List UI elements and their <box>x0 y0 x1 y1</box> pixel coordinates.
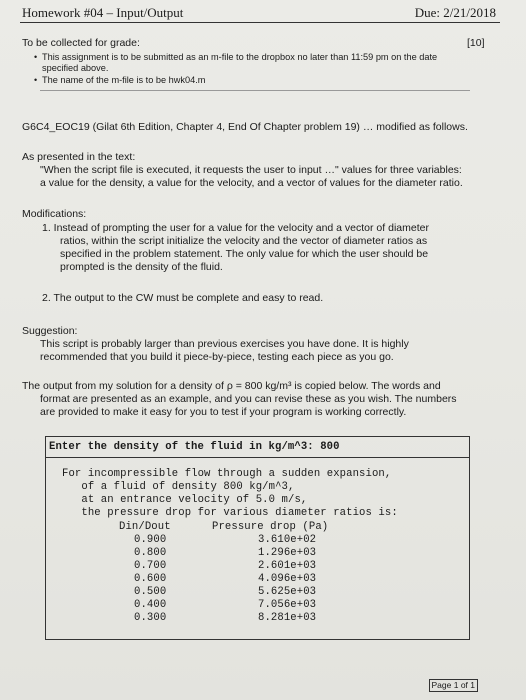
grading-points: [10] <box>467 37 485 49</box>
ratio-value: 0.300 <box>134 612 167 624</box>
page-number: Page 1 of 1 <box>429 679 478 692</box>
problem-reference: G6C4_EOC19 (Gilat 6th Edition, Chapter 4, End Of Chapter problem 19) … modified as follows. <box>22 121 468 133</box>
pressure-value: 5.625e+03 <box>258 586 317 598</box>
presented-line-2: a value for the density, a value for the velocity, and a vector of values for the diameter ratio. <box>40 177 463 189</box>
modification-1-line-1: 1. Instead of prompting the user for a value for the velocity and a vector of diameter <box>42 222 429 234</box>
column-header-ratio: Din/Dout <box>119 521 171 533</box>
due-date: Due: 2/21/2018 <box>414 5 496 20</box>
output-intro-line-3: are provided to make it easy for you to test if your program is working correctly. <box>40 406 407 418</box>
command-window-output <box>45 436 470 640</box>
grading-label: To be collected for grade: <box>22 37 140 49</box>
section-divider <box>40 90 470 91</box>
presented-line-1: "When the script file is executed, it requests the user to input …" values for three variables: <box>40 164 462 176</box>
pressure-value: 3.610e+02 <box>258 534 317 546</box>
suggestion-line-1: This script is probably larger than previous exercises you have done. It is highly <box>40 338 409 350</box>
ratio-value: 0.900 <box>134 534 167 546</box>
suggestion-line-2: recommended that you build it piece-by-piece, testing each piece as you go. <box>40 351 394 363</box>
modification-1-line-2: ratios, within the script initialize the velocity and the vector of diameter ratios as <box>60 235 428 247</box>
modification-2: 2. The output to the CW must be complete and easy to read. <box>42 292 324 304</box>
bullet-icon: • <box>34 52 38 62</box>
pressure-value: 2.601e+03 <box>258 560 317 572</box>
bullet-icon: • <box>34 75 38 85</box>
modifications-heading: Modifications: <box>22 208 87 220</box>
page-header <box>20 4 500 23</box>
ratio-value: 0.600 <box>134 573 167 585</box>
ratio-value: 0.400 <box>134 599 167 611</box>
grading-bullet-1-line-1: This assignment is to be submitted as an m-file to the dropbox no later than 11:59 pm on the date <box>42 52 438 62</box>
pressure-value: 4.096e+03 <box>258 573 317 585</box>
console-line: of a fluid of density 800 kg/m^3, <box>62 481 295 493</box>
pressure-value: 1.296e+03 <box>258 547 317 559</box>
output-intro-line-2: format are presented as an example, and you can revise these as you wish. The numbers <box>40 393 457 405</box>
ratio-value: 0.500 <box>134 586 167 598</box>
suggestion-heading: Suggestion: <box>22 325 78 337</box>
ratio-value: 0.800 <box>134 547 167 559</box>
modification-1-line-3: specified in the problem statement. The only value for which the user should be <box>60 248 429 260</box>
homework-title: Homework #04 – Input/Output <box>22 5 184 20</box>
column-header-pressure: Pressure drop (Pa) <box>212 521 329 533</box>
presented-heading: As presented in the text: <box>22 151 136 163</box>
pressure-value: 8.281e+03 <box>258 612 317 624</box>
console-line: at an entrance velocity of 5.0 m/s, <box>62 494 308 506</box>
ratio-value: 0.700 <box>134 560 167 572</box>
modification-1-line-4: prompted is the density of the fluid. <box>60 261 223 273</box>
console-line: For incompressible flow through a sudden expansion, <box>62 468 392 480</box>
output-intro-line-1: The output from my solution for a density of ρ = 800 kg/m³ is copied below. The words and <box>22 380 441 392</box>
density-prompt: Enter the density of the fluid in kg/m^3: 800 <box>49 441 340 453</box>
console-line: the pressure drop for various diameter ratios is: <box>62 507 398 519</box>
grading-bullet-1-line-2: specified above. <box>42 63 109 73</box>
grading-bullet-2: The name of the m-file is to be hwk04.m <box>42 75 206 85</box>
prompt-bar <box>46 437 469 458</box>
pressure-value: 7.056e+03 <box>258 599 317 611</box>
